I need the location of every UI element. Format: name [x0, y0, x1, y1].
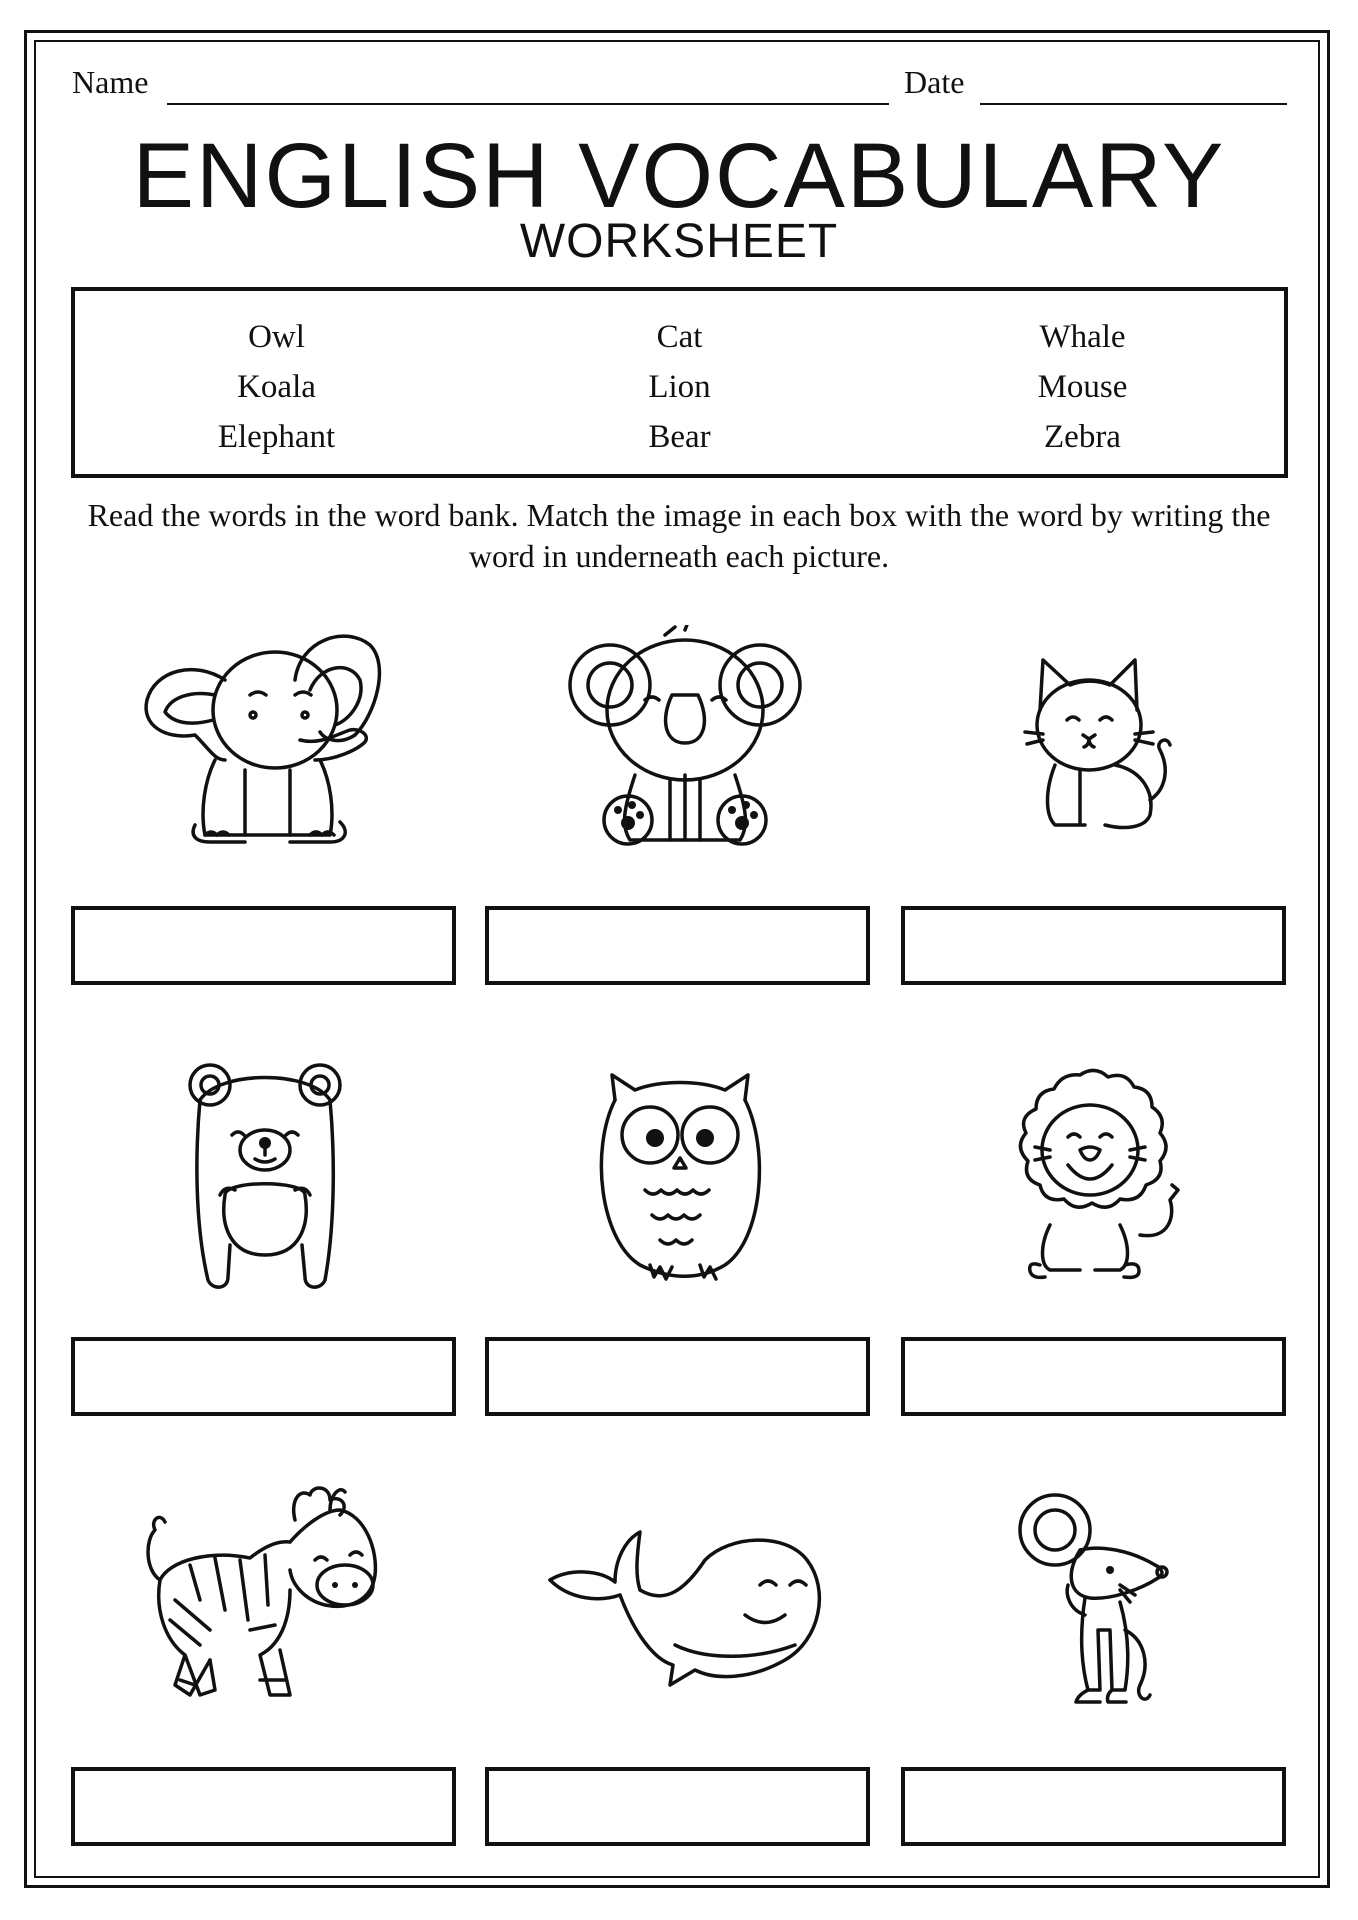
lion-icon: [980, 1065, 1205, 1285]
name-field[interactable]: [167, 103, 889, 105]
answer-box[interactable]: [71, 906, 456, 985]
word-bank-item: Koala: [237, 369, 316, 405]
bear-icon: [180, 1055, 350, 1295]
word-bank-item: Owl: [248, 319, 305, 355]
whale-icon: [545, 1520, 830, 1700]
answer-box[interactable]: [485, 906, 870, 985]
koala-icon: [560, 625, 810, 855]
zebra-icon: [140, 1480, 385, 1720]
word-bank-item: Lion: [648, 369, 711, 405]
word-bank-item: Mouse: [1037, 369, 1128, 405]
word-bank: [71, 287, 1288, 478]
page-title: ENGLISH VOCABULARY: [132, 125, 1226, 227]
word-bank-item: Whale: [1039, 319, 1126, 355]
date-field[interactable]: [980, 103, 1287, 105]
mouse-icon: [1010, 1490, 1190, 1720]
answer-box[interactable]: [901, 1337, 1286, 1416]
owl-icon: [590, 1070, 770, 1290]
word-bank-item: Zebra: [1044, 419, 1121, 455]
answer-box[interactable]: [485, 1337, 870, 1416]
word-bank-item: Elephant: [217, 419, 336, 455]
name-label: Name: [72, 64, 149, 100]
answer-box[interactable]: [71, 1337, 456, 1416]
answer-box[interactable]: [71, 1767, 456, 1846]
answer-box[interactable]: [901, 1767, 1286, 1846]
word-bank-item: Bear: [648, 419, 711, 455]
elephant-icon: [135, 620, 395, 860]
instructions-text: Read the words in the word bank. Match the image in each box with the word by writing the word in underneath each picture.: [87, 497, 1271, 574]
answer-box[interactable]: [901, 906, 1286, 985]
page-subtitle: WORKSHEET: [519, 215, 839, 268]
answer-box[interactable]: [485, 1767, 870, 1846]
cat-icon: [1005, 650, 1185, 840]
date-label: Date: [904, 64, 965, 100]
word-bank-item: Cat: [656, 319, 703, 355]
